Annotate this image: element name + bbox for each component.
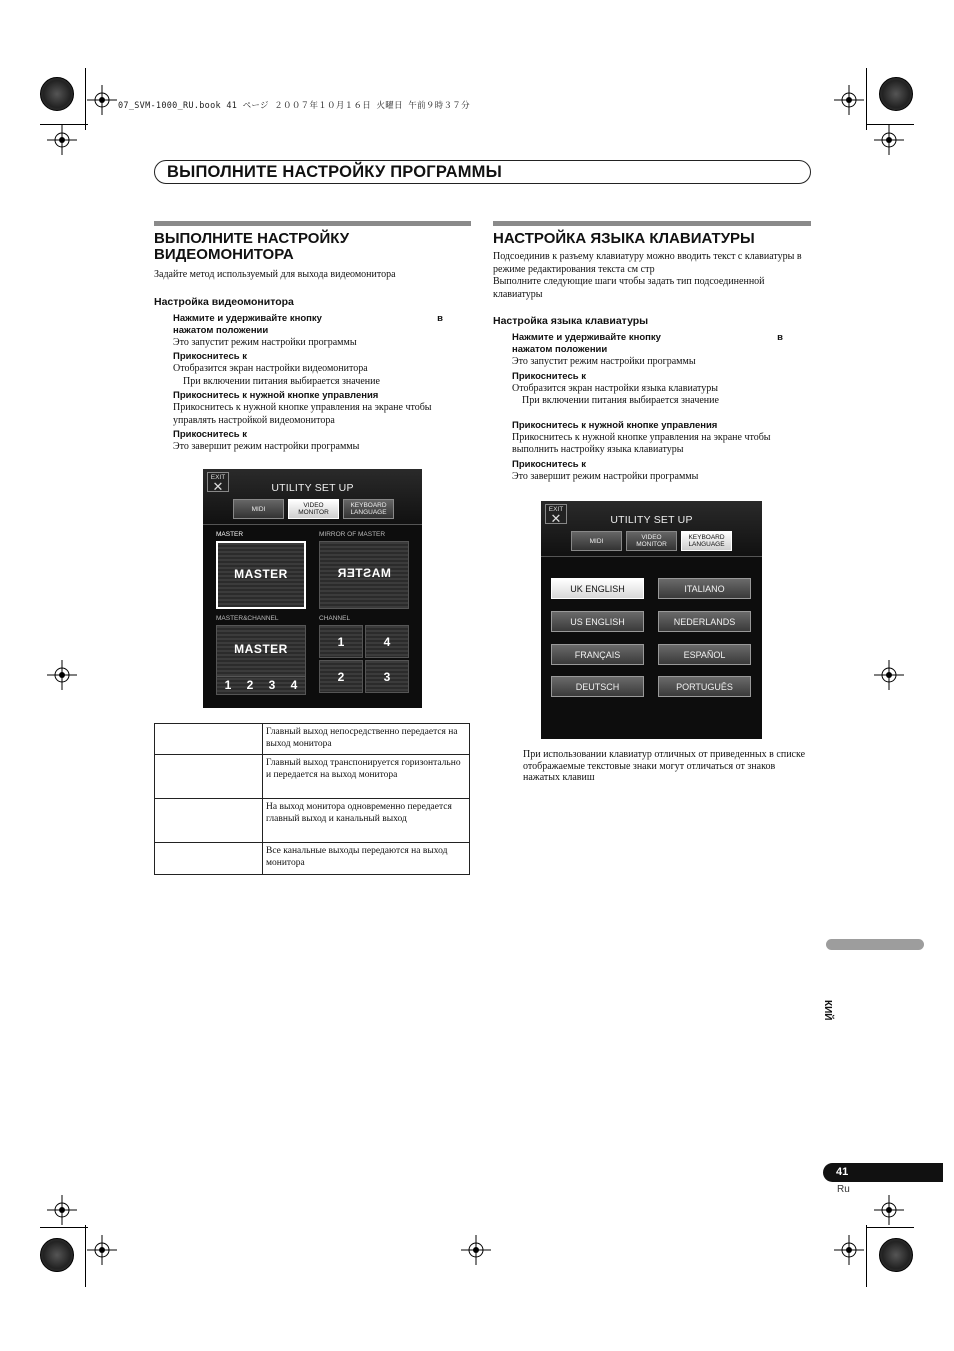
registration-ball-tr bbox=[879, 77, 913, 111]
screen-tabs bbox=[233, 499, 394, 519]
step-4-body: Это завершит режим настройки программы bbox=[173, 441, 360, 452]
step-text: в bbox=[437, 312, 443, 324]
option-label-mirror: MIRROR OF MASTER bbox=[319, 531, 386, 538]
step-2-note: При включении питания выбирается значение bbox=[522, 395, 719, 406]
lang-button-francais[interactable]: FRANÇAIS bbox=[551, 644, 644, 665]
lang-button-espanol[interactable]: ESPAÑOL bbox=[658, 644, 751, 665]
print-job-header: 07_SVM-1000_RU.book 41 ページ ２００７年１０月１６日 火曜日 午前９時３７分 bbox=[118, 101, 470, 111]
step-4-heading: Прикоснитесь к bbox=[173, 429, 247, 440]
subheading: Настройка видеомонитора bbox=[154, 295, 294, 308]
screen-tabs bbox=[571, 531, 732, 551]
crosshair-mark bbox=[834, 85, 864, 115]
tab-midi[interactable] bbox=[233, 499, 284, 519]
table-row bbox=[155, 755, 470, 799]
option-label-master: MASTER bbox=[216, 531, 244, 538]
step-2-note: При включении питания выбирается значение bbox=[183, 375, 380, 387]
section-intro-2: Выполните следующие шаги чтобы задать тип подсоединенной клавиатуры bbox=[493, 276, 765, 300]
step-1-heading bbox=[512, 332, 811, 344]
option-text: MASTER bbox=[337, 566, 391, 580]
section-heading: НАСТРОЙКА ЯЗЫКА КЛАВИАТУРЫ bbox=[493, 230, 755, 247]
crop-line bbox=[866, 124, 914, 125]
crop-line bbox=[85, 1225, 86, 1287]
tab-label bbox=[688, 534, 724, 548]
option-text: MASTER bbox=[234, 642, 288, 656]
tab-label-line: MONITOR bbox=[298, 509, 329, 516]
step-2-heading: Прикоснитесь к bbox=[173, 351, 247, 362]
channel-numbers bbox=[217, 676, 305, 694]
subheading: Настройка языка клавиатуры bbox=[493, 315, 649, 327]
close-icon: ✕ bbox=[212, 479, 224, 494]
table-value: Все канальные выходы передаются на выход монитора bbox=[263, 843, 470, 875]
step-1-heading-cont: нажатом положении bbox=[173, 324, 269, 336]
channel-number: 2 bbox=[246, 678, 254, 692]
crosshair-mark bbox=[461, 1235, 491, 1265]
crosshair-mark bbox=[87, 1235, 117, 1265]
step-2-body: Отобразится экран настройки видеомонитора bbox=[173, 363, 368, 374]
tab-label bbox=[298, 502, 329, 516]
option-label-channel: CHANNEL bbox=[319, 615, 351, 622]
tab-video-monitor[interactable] bbox=[288, 499, 339, 519]
step-3-body: Прикоснитесь к нужной кнопке управления на экране чтобы управлять настройкой видеомонитора bbox=[173, 402, 432, 426]
step-1-heading bbox=[173, 313, 471, 325]
channel-quad: 4 bbox=[365, 625, 409, 658]
step-text: Нажмите и удерживайте кнопку bbox=[512, 332, 661, 343]
tab-label-line: KEYBOARD bbox=[350, 502, 387, 509]
crosshair-mark bbox=[87, 85, 117, 115]
option-label-master-channel: MASTER&CHANNEL bbox=[216, 615, 279, 622]
crop-line bbox=[85, 68, 86, 130]
table-value: Главный выход непосредственно передается на выход монитора bbox=[263, 724, 470, 755]
channel-number: 3 bbox=[268, 678, 276, 692]
crosshair-mark bbox=[874, 125, 904, 155]
tab-label: MIDI bbox=[589, 537, 604, 545]
tab-label bbox=[636, 534, 667, 548]
crop-line bbox=[866, 1227, 914, 1228]
crosshair-mark bbox=[874, 660, 904, 690]
option-mirror-of-master[interactable] bbox=[319, 541, 409, 609]
monitor-mode-table bbox=[154, 723, 470, 875]
crosshair-mark bbox=[834, 1235, 864, 1265]
table-row bbox=[155, 724, 470, 755]
tab-label-line: VIDEO bbox=[303, 502, 324, 509]
page-title: ВЫПОЛНИТЕ НАСТРОЙКУ ПРОГРАММЫ bbox=[154, 160, 811, 184]
exit-label: EXIT bbox=[210, 474, 226, 481]
section-intro: Задайте метод используемый для выхода видеомонитора bbox=[154, 269, 396, 280]
close-icon: ✕ bbox=[550, 511, 562, 526]
channel-number: 4 bbox=[290, 678, 298, 692]
step-1-heading-cont: нажатом положении bbox=[512, 344, 608, 355]
steps-list bbox=[512, 332, 811, 483]
step-1-body: Это запустит режим настройки программы bbox=[512, 356, 696, 367]
table-key bbox=[155, 799, 263, 843]
section-intro: Подсоединив к разъему клавиатуру можно вводить текст с клавиатуры в режиме редактирования текста см стр bbox=[493, 251, 802, 275]
screen-title: UTILITY SET UP bbox=[610, 514, 693, 526]
tab-label-line: VIDEO bbox=[641, 534, 662, 541]
channel-quad: 1 bbox=[319, 625, 363, 658]
step-2-heading: Прикоснитесь к bbox=[512, 370, 586, 382]
page-language: Ru bbox=[837, 1184, 850, 1195]
table-value: На выход монитора одновременно передается главный выход и канальный выход bbox=[263, 799, 470, 843]
step-2-body: Отобразится экран настройки языка клавиатуры bbox=[512, 382, 718, 394]
heading-line: ВЫПОЛНИТЕ НАСТРОЙКУ bbox=[154, 230, 350, 247]
option-master-channel[interactable] bbox=[216, 625, 306, 695]
section-heading bbox=[154, 231, 471, 263]
table-value: Главный выход транспонируется горизонтально и передается на выход монитора bbox=[263, 755, 470, 799]
lang-button-portugues[interactable]: PORTUGUÊS bbox=[658, 676, 751, 697]
registration-ball-br bbox=[879, 1238, 913, 1272]
crop-line bbox=[866, 68, 867, 130]
crosshair-mark bbox=[874, 1195, 904, 1225]
step-3-heading: Прикоснитесь к нужной кнопке управления bbox=[512, 419, 718, 431]
tab-keyboard-language[interactable] bbox=[681, 531, 732, 551]
table-key bbox=[155, 843, 263, 875]
step-3-body: Прикоснитесь к нужной кнопке управления на экране чтобы выполнить настройку языка клавиатуры bbox=[512, 431, 771, 455]
tab-label-line: LANGUAGE bbox=[688, 541, 725, 548]
crop-line bbox=[40, 124, 88, 125]
screen-header bbox=[203, 469, 422, 525]
side-tab-text: КИЙ bbox=[822, 1000, 833, 1021]
registration-ball-tl bbox=[40, 77, 74, 111]
table-row bbox=[155, 843, 470, 875]
table-key bbox=[155, 755, 263, 799]
channel-quad: 3 bbox=[365, 660, 409, 693]
tab-label-line: KEYBOARD bbox=[688, 534, 725, 541]
section-bar bbox=[154, 221, 471, 226]
option-text: MASTER bbox=[234, 567, 288, 581]
step-4-body: Это завершит режим настройки программы bbox=[512, 470, 699, 482]
crosshair-mark bbox=[47, 1195, 77, 1225]
page-number: 41 bbox=[823, 1163, 943, 1182]
table-row bbox=[155, 799, 470, 843]
tab-keyboard-language[interactable] bbox=[343, 499, 394, 519]
table-key bbox=[155, 724, 263, 755]
crosshair-mark bbox=[47, 125, 77, 155]
side-tab-bar bbox=[826, 939, 924, 950]
screen-title: UTILITY SET UP bbox=[271, 482, 354, 494]
crop-line bbox=[40, 1227, 88, 1228]
lang-button-deutsch[interactable]: DEUTSCH bbox=[551, 676, 644, 697]
option-master[interactable] bbox=[216, 541, 306, 609]
step-1-body: Это запустит режим настройки программы bbox=[173, 336, 357, 348]
video-monitor-section bbox=[154, 221, 471, 454]
screen-header bbox=[541, 501, 762, 557]
heading-line: ВИДЕОМОНИТОРА bbox=[154, 246, 294, 263]
lang-button-us-english[interactable]: US ENGLISH bbox=[551, 611, 644, 632]
tab-label: MIDI bbox=[251, 505, 266, 513]
step-text: в bbox=[777, 332, 783, 343]
crosshair-mark bbox=[47, 660, 77, 690]
registration-ball-bl bbox=[40, 1238, 74, 1272]
lang-button-italiano[interactable]: ITALIANO bbox=[658, 578, 751, 599]
keyboard-language-section bbox=[493, 221, 811, 483]
step-3-heading: Прикоснитесь к нужной кнопке управления bbox=[173, 390, 379, 401]
exit-label: EXIT bbox=[548, 506, 564, 513]
video-monitor-screen bbox=[203, 469, 422, 708]
channel-number: 1 bbox=[224, 678, 232, 692]
section-bar bbox=[493, 221, 811, 226]
steps-list bbox=[173, 313, 471, 454]
tab-video-monitor[interactable] bbox=[626, 531, 677, 551]
lang-button-uk-english[interactable]: UK ENGLISH bbox=[551, 578, 644, 599]
tab-midi[interactable] bbox=[571, 531, 622, 551]
keyboard-language-screen bbox=[541, 501, 762, 739]
tab-label bbox=[350, 502, 386, 516]
step-text: Нажмите и удерживайте кнопку bbox=[173, 312, 322, 324]
tab-label-line: MONITOR bbox=[636, 541, 667, 548]
keyboard-note: При использовании клавиатур отличных от приведенных в списке отображаемые текстовые знаки могут отличаться от знаков нажатых клавиш bbox=[523, 749, 806, 783]
channel-quad: 2 bbox=[319, 660, 363, 693]
lang-button-nederlands[interactable]: NEDERLANDS bbox=[658, 611, 751, 632]
crop-line bbox=[866, 1225, 867, 1287]
step-4-heading: Прикоснитесь к bbox=[512, 458, 586, 470]
tab-label-line: LANGUAGE bbox=[350, 509, 387, 516]
